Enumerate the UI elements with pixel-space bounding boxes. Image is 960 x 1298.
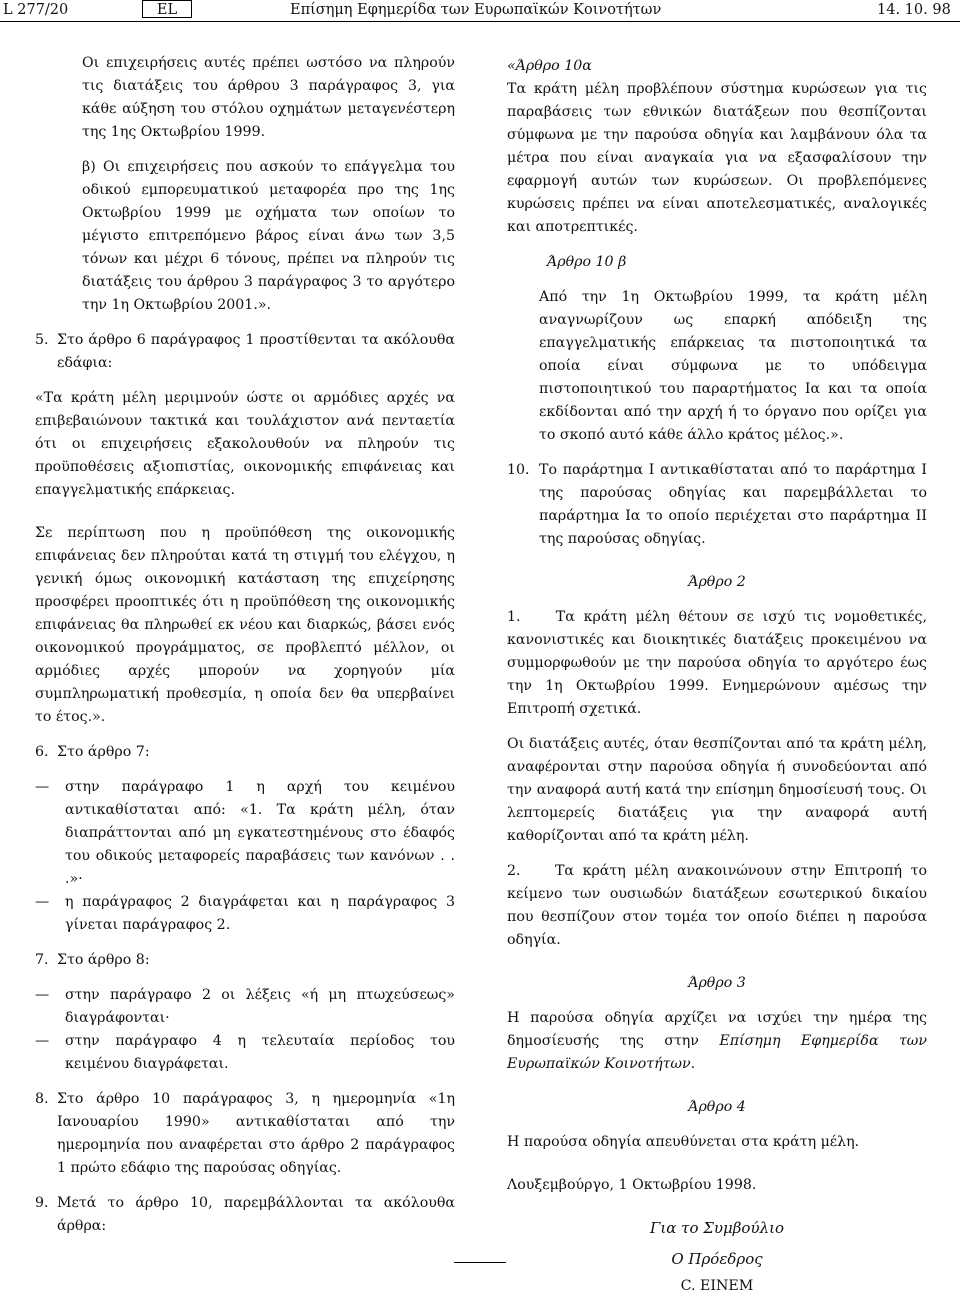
quote-paragraph: Σε περίπτωση που η προϋπόθεση της οικονομικής επιφάνειας δεν πληρούται κατά τη στιγμή του ελέγχου, η γενική όμως οικονομική κατάσταση της επιχείρησης προσφέρει προοπτικές ότι η προϋπόθεση της οικονομικής επιφάνειας θα πληρωθεί εκ νέου και διαρκώς, βάσει ενός οικονομικού προγράμματος, σε προβλεπτό μέλλον, οι αρμόδιες αρχές μπορούν να χορηγούν μία συμπληρωματική προθεσμία, η οποία δεν θα υπερβαίνει το έτος.». [35, 525, 455, 725]
article-2-para-1b: Οι διατάξεις αυτές, όταν θεσπίζονται από τα κράτη μέλη, αναφέρονται στην παρούσα οδηγία ή συνοδεύονται από την αναφορά αυτή κατά την επίσημη δημοσίευσή τους. Οι λεπτομερείς διατάξεις για την αναφορά αυτή καθορίζονται από τα κράτη μέλη. [507, 736, 927, 844]
issue-date: 14. 10. 98 [877, 2, 951, 18]
item-text: Στο άρθρο 6 παράγραφος 1 προστίθενται τα ακόλουθα εδάφια: [57, 332, 455, 371]
list-item-7 [35, 949, 455, 972]
article-10a-text: Τα κράτη μέλη προβλέπουν σύστημα κυρώσεων για τις παραβάσεις των εθνικών διατάξεων που θεσπίζονται σύμφωνα με την παρούσα οδηγία και λαμβάνουν όλα τα μέτρα που είναι αναγκαία για να εξασφαλίσουν την εφαρμογή αυτών των κυρώσεων. Οι προβλεπόμενες κυρώσεις πρέπει να είναι αποτελεσματικές, αναλογικές και αποτρεπτικές. [507, 81, 927, 235]
list-item-5 [35, 329, 455, 375]
article-10b-text: Από την 1η Οκτωβρίου 1999, τα κράτη μέλη αναγνωρίζουν ως επαρκή απόδειξη της επαγγελματικής επάρκειας τα πιστοποιητικά τα οποία είναι σύμφωνα με το υπόδειγμα πιστοποιητικού του παραρτήματος Ια και τα οποία εκδίδονται από την αρχή ή το όργανο που ορίζει για το σκοπό αυτό κάθε άλλο κράτος μέλος.». [539, 289, 927, 443]
language-code-box: EL [142, 0, 192, 18]
item-number: 10. [507, 462, 530, 478]
list-item-9 [35, 1192, 455, 1238]
item-text: Το παράρτημα Ι αντικαθίσταται από το παράρτημα Ι της παρούσας οδηγίας και παρεμβάλλεται το παράρτημα Ια το οποίο περιέχεται στο παράρτημα ΙΙ της παρούσας οδηγίας. [539, 462, 927, 547]
quote-paragraph: «Τα κράτη μέλη μεριμνούν ώστε οι αρμόδιες αρχές να επιβεβαιώνουν τακτικά και τουλάχιστον ανά πενταετία ότι οι επιχειρήσεις εξακολουθούν να πληρούν τις προϋποθέσεις αξιοπιστίας, οικονομικής επιφάνειας και επαγγελματικής επάρκειας. [35, 390, 455, 498]
dash-item: — στην παράγραφο 1 η αρχή του κειμένου αντικαθίσταται από: «1. Τα κράτη μέλη, όταν διαπράττονται από μη εγκατεστημένους στο έδαφός του οδικούς μεταφορείς παραβάσεις των κανόνων . . .»· [35, 779, 455, 887]
article-2-para-2: 2. Τα κράτη μέλη ανακοινώνουν στην Επιτροπή το κείμενο των ουσιωδών διατάξεων εσωτερικού δικαίου που θεσπίζουν στον τομέα τον οποίο διέπει η παρούσα οδηγία. [507, 863, 927, 948]
item-number: 5. [35, 332, 49, 348]
paragraph-b: β) Οι επιχειρήσεις που ασκούν το επάγγελμα του οδικού εμπορευματικού μεταφορέα προ της 1ης Οκτωβρίου 1999 με οχήματα των οποίων το μέγιστο επιτρεπόμενο βάρος είναι άνω των 3,5 τόνων και μέχρι 6 τόνους, πρέπει να πληρούν τις διατάξεις του άρθρου 3 παράγραφος 3 το αργότερο την 1η Οκτωβρίου 2001.». [82, 159, 455, 313]
page-header [0, 0, 960, 20]
article-4-title: Άρθρο 4 [688, 1099, 746, 1115]
list-item-8 [35, 1088, 455, 1180]
dash-item: — η παράγραφος 2 διαγράφεται και η παράγραφος 3 γίνεται παράγραφος 2. [35, 894, 455, 933]
article-4-text: Η παρούσα οδηγία απευθύνεται στα κράτη μέλη. [507, 1134, 860, 1150]
signature-role: Ο Πρόεδρος [671, 1250, 763, 1268]
list-item-6 [35, 741, 455, 764]
item-text: Μετά το άρθρο 10, παρεμβάλλονται τα ακόλουθα άρθρα: [57, 1195, 455, 1234]
article-3-title: Άρθρο 3 [688, 975, 746, 991]
item-number: 8. [35, 1091, 49, 1107]
item-text: Στο άρθρο 8: [57, 952, 150, 968]
item-text: Στο άρθρο 10 παράγραφος 3, η ημερομηνία «1η Ιανουαρίου 1990» αντικαθίσταται από την ημερομηνία που αναφέρεται στο άρθρο 2 παράγραφος 1 πρώτο εδάφιο της παρούσας οδηγίας. [57, 1091, 455, 1176]
place-date: Λουξεμβούργο, 1 Οκτωβρίου 1998. [507, 1177, 757, 1193]
journal-title: Επίσημη Εφημερίδα των Ευρωπαϊκών Κοινοτήτων [290, 2, 662, 18]
footer-rule [454, 1262, 506, 1263]
right-column [507, 55, 927, 1298]
journal-name-italic: Επίσημη Εφημερίδα των Ευρωπαϊκών Κοινοτήτων [507, 1033, 927, 1072]
left-column [35, 52, 455, 1238]
signature-name: C. EINEM [680, 1278, 754, 1294]
item-number: 6. [35, 744, 49, 760]
page-reference: L 277/20 [3, 2, 69, 18]
article-2-para-1: 1. Τα κράτη μέλη θέτουν σε ισχύ τις νομοθετικές, κανονιστικές και διοικητικές διατάξεις προκειμένου να συμμορφωθούν με την παρούσα οδηγία το αργότερο έως την 1η Οκτωβρίου 1999. Ενημερώνουν αμέσως την Επιτροπή σχετικά. [507, 609, 927, 717]
header-rule [0, 21, 960, 22]
dash-item: — στην παράγραφο 4 η τελευταία περίοδος του κειμένου διαγράφεται. [35, 1033, 455, 1072]
item-number: 9. [35, 1195, 49, 1211]
article-10b-title: Άρθρο 10 β [547, 254, 627, 270]
item-number: 7. [35, 952, 49, 968]
signature-for: Για το Συμβούλιο [650, 1219, 784, 1237]
article-2-title: Άρθρο 2 [688, 574, 746, 590]
paragraph: Οι επιχειρήσεις αυτές πρέπει ωστόσο να πληρούν τις διατάξεις του άρθρου 3 παράγραφος 3, για κάθε αύξηση του στόλου οχημάτων μεταγενέστερη της 1ης Οκτωβρίου 1999. [82, 55, 455, 140]
dash-item: — στην παράγραφο 2 οι λέξεις «ή μη πτωχεύσεως» διαγράφονται· [35, 987, 455, 1026]
list-item-10 [507, 459, 927, 551]
article-3-text: Η παρούσα οδηγία αρχίζει να ισχύει την ημέρα της δημοσίευσής της στην Επίσημη Εφημερίδα των Ευρωπαϊκών Κοινοτήτων. [507, 1010, 927, 1072]
article-10a-title: «Άρθρο 10α [507, 58, 592, 74]
item-text: Στο άρθρο 7: [57, 744, 150, 760]
